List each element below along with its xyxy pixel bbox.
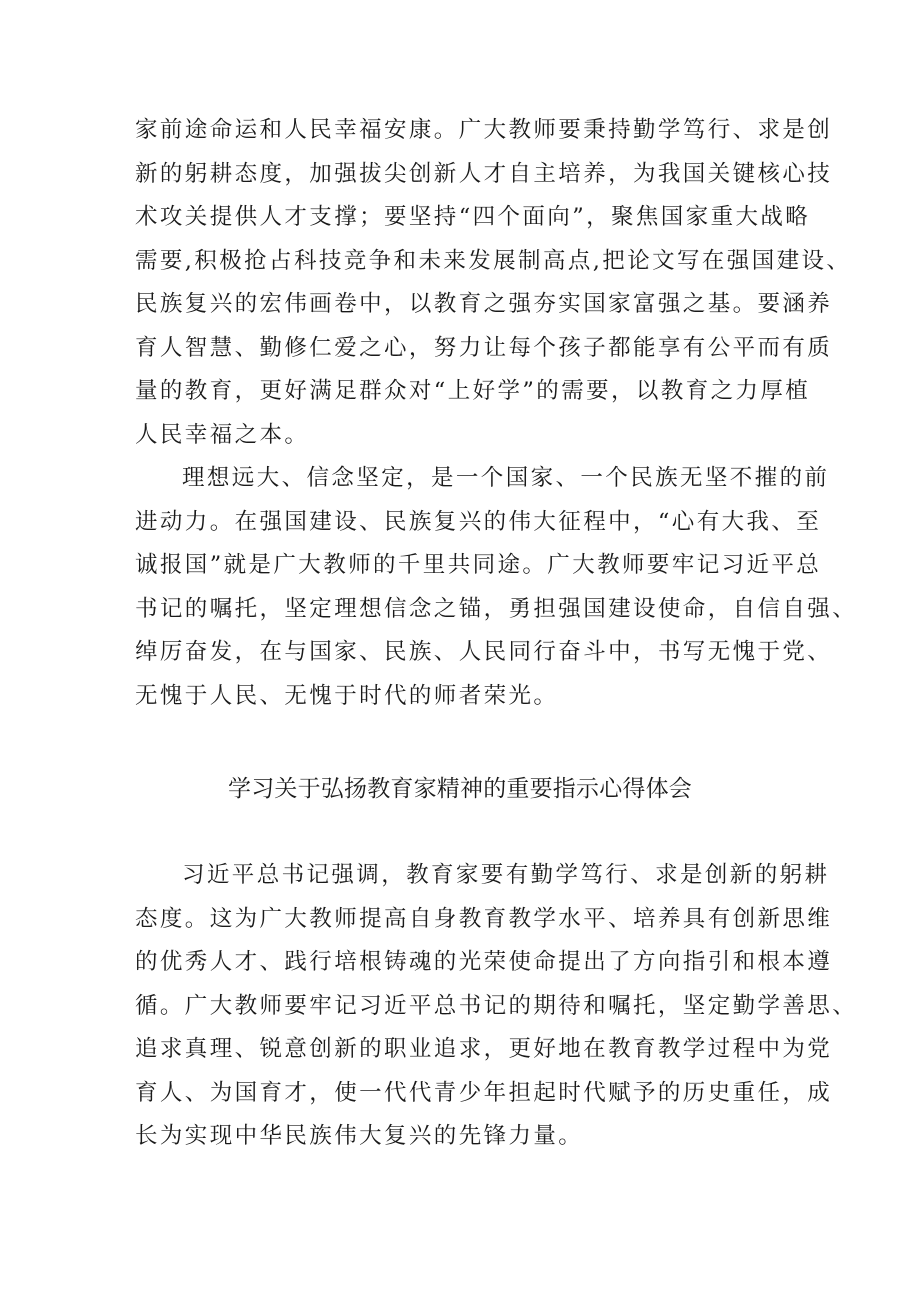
- paragraph-line: 家前途命运和人民幸福安康。广大教师要秉持勤学笃行、求是创: [135, 117, 833, 143]
- paragraph-line: 无愧于人民、无愧于时代的师者荣光。: [135, 683, 559, 709]
- paragraph-line: 进动力。在强国建设、民族复兴的伟大征程中，“心有大我、至: [135, 509, 822, 535]
- paragraph-line: 需要,积极抢占科技竞争和未来发展制高点,把论文写在强国建设、: [135, 248, 852, 274]
- paragraph-line: 民族复兴的宏伟画卷中，以教育之强夯实国家富强之基。要涵养: [135, 291, 833, 317]
- paragraph-line: 诚报国”就是广大教师的千里共同途。广大教师要牢记习近平总: [135, 552, 822, 578]
- paragraph-line: 育人智慧、勤修仁爱之心，努力让每个孩子都能享有公平而有质: [135, 335, 833, 361]
- paragraph-line: 理想远大、信念坚定，是一个国家、一个民族无坚不摧的前: [182, 465, 830, 491]
- paragraph-line: 习近平总书记强调，教育家要有勤学笃行、求是创新的躬耕: [182, 862, 830, 888]
- paragraph-line: 循。广大教师要牢记习近平总书记的期待和嘱托，坚定勤学善思、: [135, 993, 858, 1019]
- section-title: 学习关于弘扬教育家精神的重要指示心得体会: [228, 776, 692, 802]
- paragraph-line: 长为实现中华民族伟大复兴的先锋力量。: [135, 1123, 584, 1149]
- paragraph-line: 态度。这为广大教师提高自身教育教学水平、培养具有创新思维: [135, 906, 833, 932]
- paragraph-line: 育人、为国育才，使一代代青少年担起时代赋予的历史重任，成: [135, 1080, 833, 1106]
- paragraph-line: 量的教育，更好满足群众对“上好学”的需要，以教育之力厚植: [135, 378, 811, 404]
- paragraph-line: 人民幸福之本。: [135, 422, 310, 448]
- paragraph-line: 书记的嘱托，坚定理想信念之锚，勇担强国建设使命，自信自强、: [135, 596, 858, 622]
- paragraph-line: 的优秀人才、践行培根铸魂的光荣使命提出了方向指引和根本遵: [135, 949, 833, 975]
- paragraph-line: 追求真理、锐意创新的职业追求，更好地在教育教学过程中为党: [135, 1036, 833, 1062]
- paragraph-line: 术攻关提供人才支撑；要坚持“四个面向”，聚焦国家重大战略: [135, 204, 811, 230]
- paragraph-line: 新的躬耕态度，加强拔尖创新人才自主培养，为我国关键核心技: [135, 161, 833, 187]
- paragraph-line: 绰厉奋发，在与国家、民族、人民同行奋斗中，书写无愧于党、: [135, 639, 833, 665]
